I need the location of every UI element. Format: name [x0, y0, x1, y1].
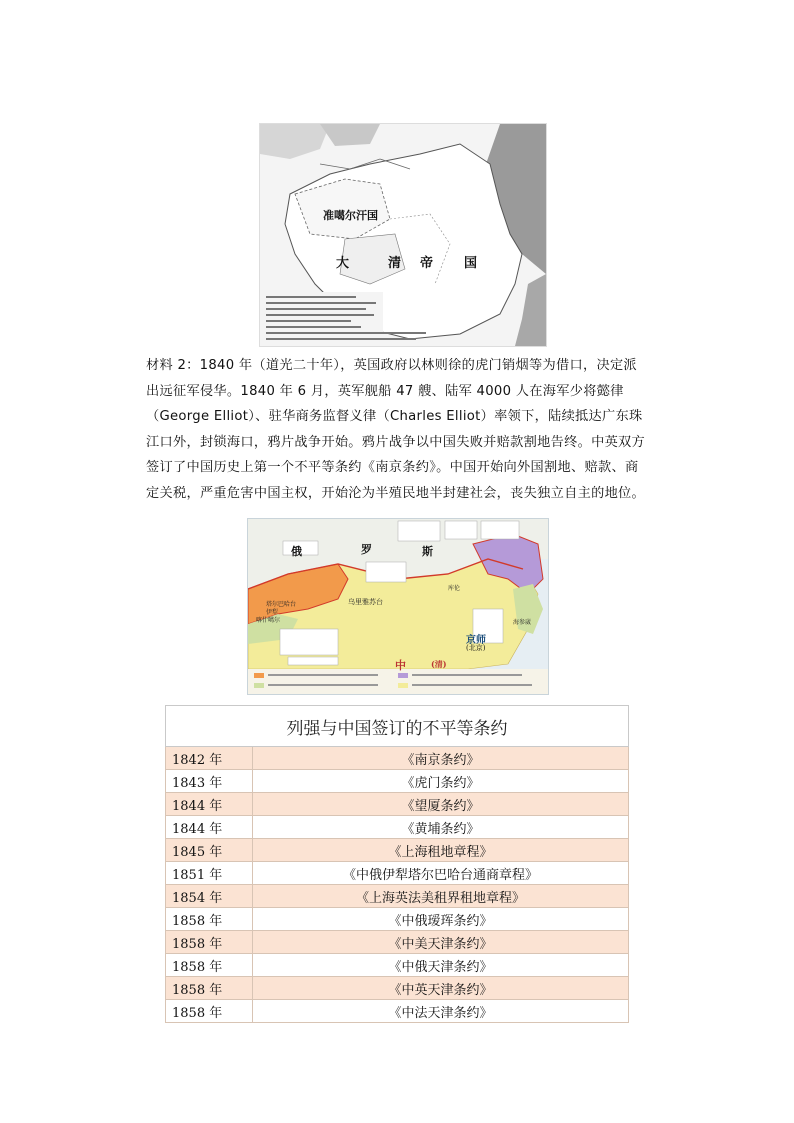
treaty-name: 《上海租地章程》 — [253, 839, 629, 862]
treaty-year: 1843 年 — [166, 770, 253, 793]
treaty-name: 《中英天津条约》 — [253, 977, 629, 1000]
table-row — [166, 931, 629, 954]
treaty-name: 《上海英法美租界租地章程》 — [253, 885, 629, 908]
russia-label-1: 俄 — [291, 545, 302, 558]
jingshi-label: 京师 — [466, 635, 486, 646]
table-row — [166, 839, 629, 862]
treaty-name: 《虎门条约》 — [253, 770, 629, 793]
treaty-year: 1858 年 — [166, 977, 253, 1000]
russia-label-3: 斯 — [422, 545, 433, 558]
yili-label: 伊犁 — [266, 609, 279, 616]
treaty-name: 《望厦条约》 — [253, 793, 629, 816]
table-row — [166, 885, 629, 908]
treaty-name: 《中俄瑷珲条约》 — [253, 908, 629, 931]
material-2-paragraph: 材料 2：1840 年（道光二十年），英国政府以林则徐的虎门销烟等为借口，决定派出远征军侵华。1840 年 6 月，英军舰船 47 艘、陆军 4000 人在海军少将懿律（George Elliot）、驻华商务监督义律（Charles Elliot）率领下，陆续抵达广东珠江口外，封锁海口，鸦片战争开始。鸦片战争以中国失败并赔款割地告终。中英双方签订了中国历史上第一个不平等条约《南京条约》。中国开始向外国割地、赔款、商定关税，严重危害中国主权，开始沦为半殖民地半封建社会，丧失独立自主的地位。 — [146, 358, 646, 501]
treaty-year: 1854 年 — [166, 885, 253, 908]
qing-dzungar-map — [259, 123, 547, 347]
unequal-treaties-table — [165, 705, 629, 1023]
table-row — [166, 977, 629, 1000]
qing-label-di: 帝 — [420, 256, 434, 271]
russia-label-2: 罗 — [361, 543, 372, 556]
treaty-year: 1844 年 — [166, 793, 253, 816]
table-row — [166, 1000, 629, 1023]
table-row — [166, 747, 629, 770]
treaty-name: 《中俄天津条约》 — [253, 954, 629, 977]
treaty-name: 《南京条约》 — [253, 747, 629, 770]
table-row — [166, 816, 629, 839]
treaty-year: 1845 年 — [166, 839, 253, 862]
qing-label-qing: 清 — [388, 256, 402, 271]
haishenwai-label: 海参崴 — [513, 619, 532, 626]
treaty-name: 《黄埔条约》 — [253, 816, 629, 839]
table-row — [166, 862, 629, 885]
kulun-label: 库伦 — [448, 585, 461, 592]
treaty-year: 1844 年 — [166, 816, 253, 839]
treaty-year: 1851 年 — [166, 862, 253, 885]
table-row — [166, 954, 629, 977]
ulasutai-label: 乌里雅苏台 — [348, 598, 383, 606]
treaty-name: 《中法天津条约》 — [253, 1000, 629, 1023]
kashgar-label: 喀什噶尔 — [256, 617, 281, 624]
qing-label-da: 大 — [336, 256, 350, 271]
treaty-year: 1842 年 — [166, 747, 253, 770]
qing-dzungar-map-graphic — [260, 124, 546, 346]
qing-label-guo: 国 — [464, 256, 478, 271]
treaty-name: 《中俄伊犁塔尔巴哈台通商章程》 — [253, 862, 629, 885]
dzungar-label: 准噶尔汗国 — [323, 209, 378, 222]
qing-label: (清) — [431, 659, 447, 669]
treaty-name: 《中美天津条约》 — [253, 931, 629, 954]
treaty-year: 1858 年 — [166, 908, 253, 931]
treaty-year: 1858 年 — [166, 1000, 253, 1023]
china-label: 中 — [395, 659, 406, 672]
table-row — [166, 793, 629, 816]
beijing-label: (北京) — [466, 644, 486, 652]
table-body — [166, 747, 629, 1023]
treaty-year: 1858 年 — [166, 954, 253, 977]
table-row — [166, 770, 629, 793]
table-title: 列强与中国签订的不平等条约 — [166, 706, 629, 747]
treaty-year: 1858 年 — [166, 931, 253, 954]
table-row — [166, 908, 629, 931]
tarbahatai-label: 塔尔巴哈台 — [266, 601, 297, 608]
russian-annexation-map — [247, 518, 549, 695]
